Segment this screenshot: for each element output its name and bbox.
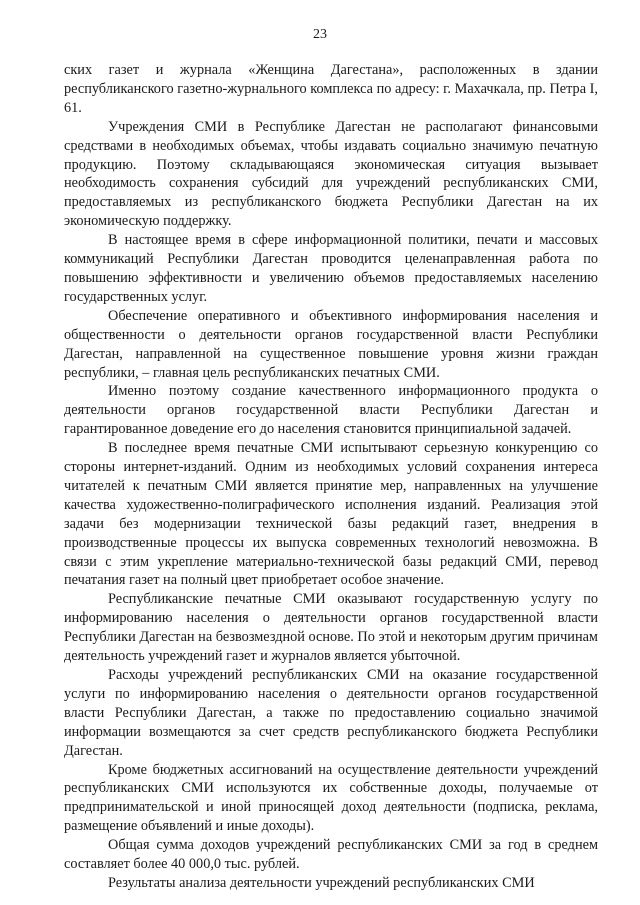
document-body <box>64 61 598 893</box>
paragraph: В последнее время печатные СМИ испытывают серьезную конкуренцию со стороны интернет-изданий. Одним из необходимых условий сохранения интереса читателей к печатным СМИ является принятие мер, направленных на улучшение качества художественно-полиграфического исполнения изданий. Реализация этой задачи без модернизации технической базы редакций газет, внедрения в производственные процессы их выпуска современных технологий невозможна. В связи с этим укрепление материально-технической базы редакций СМИ, перевод печатания газет на полный цвет приобретает особое значение. <box>64 440 598 589</box>
paragraph: Именно поэтому создание качественного информационного продукта о деятельности органов государственной власти Республики Дагестан и гарантированное доведение его до населения становится принципиальной задачей. <box>64 383 598 438</box>
paragraph: Расходы учреждений республиканских СМИ на оказание государственной услуги по информированию населения о деятельности органов государственной власти Республики Дагестан, а также по предоставлению социально значимой информации возмещаются за счет средств республиканского бюджета Республики Дагестан. <box>64 667 598 759</box>
paragraph: Учреждения СМИ в Республике Дагестан не располагают финансовыми средствами в необходимых объемах, чтобы издавать социально значимую печатную продукцию. Поэтому складывающаяся экономическая ситуация вызывает необходимость сохранения субсидий для учреждений республиканских СМИ, предоставляемых из республиканского бюджета Республики Дагестан на их экономическую поддержку. <box>64 118 598 230</box>
paragraph: Кроме бюджетных ассигнований на осуществление деятельности учреждений республиканских СМИ используются их собственные доходы, получаемые от предпринимательской и иной приносящей доход деятельности (подписка, реклама, размещение объявлений и иные доходы). <box>64 761 598 835</box>
paragraph: Обеспечение оперативного и объективного информирования населения и общественности о деятельности органов государственной власти Республики Дагестан, направленной на существенное повышение уровня жизни граждан республики, – главная цель республиканских печатных СМИ. <box>64 307 598 381</box>
page-number: 23 <box>313 27 327 42</box>
paragraph: В настоящее время в сфере информационной политики, печати и массовых коммуникаций Республики Дагестан проводится целенаправленная работа по повышению эффективности и увеличению объемов предоставляемых населению государственных услуг. <box>64 232 598 305</box>
paragraph: Общая сумма доходов учреждений республиканских СМИ за год в среднем составляет более 40 000,0 тыс. рублей. <box>64 837 598 873</box>
paragraph: ских газет и журнала «Женщина Дагестана», расположенных в здании республиканского газетно-журнального комплекса по адресу: г. Махачкала, пр. Петра I, 61. <box>64 62 598 116</box>
paragraph: Результаты анализа деятельности учреждений республиканских СМИ <box>108 874 535 891</box>
paragraph: Республиканские печатные СМИ оказывают государственную услугу по информированию населения о деятельности органов государственной власти Республики Дагестан на безвозмездной основе. По этой и некоторым другим причинам деятельность учреждений газет и журналов является убыточной. <box>64 591 598 665</box>
